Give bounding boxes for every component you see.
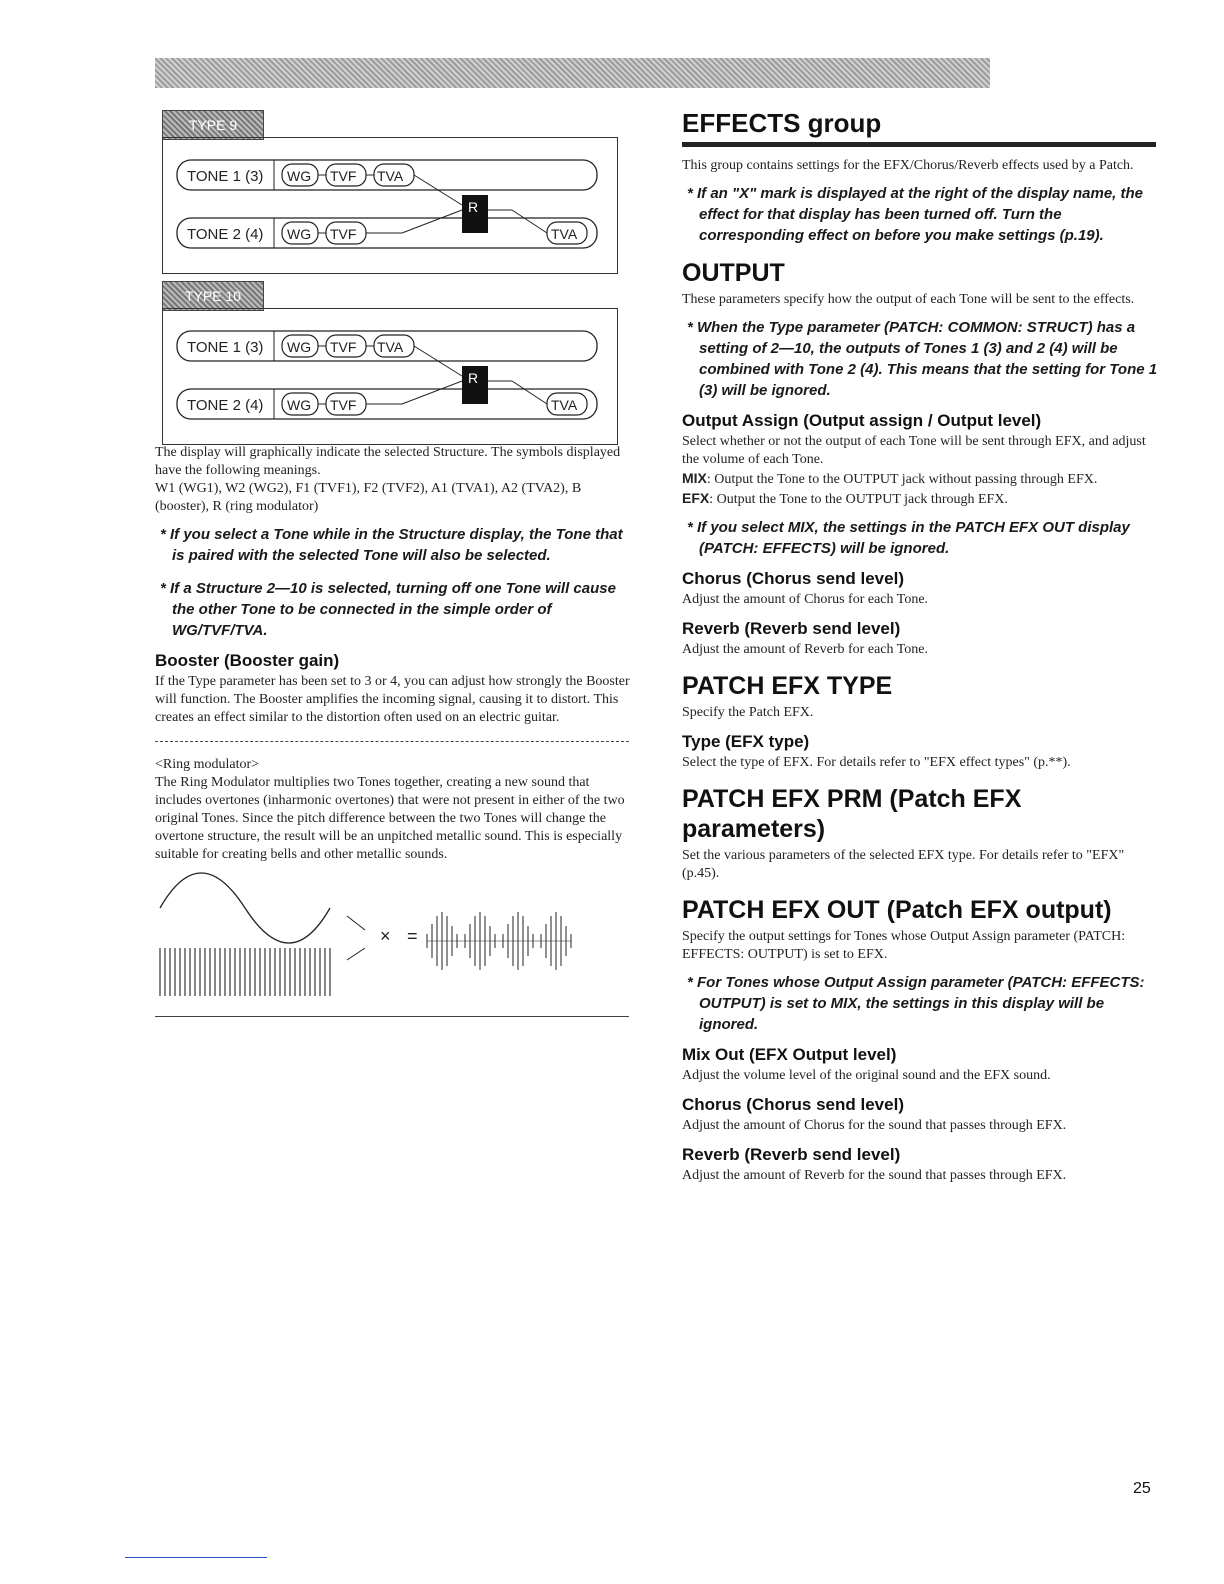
mix-option	[682, 469, 1160, 489]
ring-text: The Ring Modulator multiplies two Tones together, creating a new sound that includes overtones (inharmonic overtones) that were not present in either of the two original Tones. Since the pitch difference between the two Tones will change the overtone structure, the result will be an unpitched metallic sound. This is especially suitable for creating bells and other metallic sounds.	[155, 775, 625, 862]
type9-diagram	[162, 110, 618, 275]
type9-wg1: WG	[287, 168, 312, 184]
type10-tone1-label: TONE 1 (3)	[187, 339, 264, 356]
right-column	[682, 108, 1160, 1185]
left-column	[155, 110, 630, 1017]
type-text: Select the type of EFX. For details refer to "EFX effect types" (p.**).	[682, 755, 1071, 770]
header-band	[155, 58, 990, 88]
output-note: * When the Type parameter (PATCH: COMMON: STRUCT) has a setting of 2—10, the outputs of Tones 1 (3) and 2 (4) will be combined with Tone 2 (4). This means that the setting for Tone 1 (3) will be ignored.	[687, 319, 1158, 399]
display-description: The display will graphically indicate the selected Structure. The symbols displayed have the following meanings.	[155, 445, 621, 478]
mix-out-text: Adjust the volume level of the original sound and the EFX sound.	[682, 1068, 1051, 1083]
type10-tvf1: TVF	[330, 339, 357, 355]
type9-tone2-label: TONE 2 (4)	[187, 226, 264, 243]
symbols-description: W1 (WG1), W2 (WG2), F1 (TVF1), F2 (TVF2), A1 (TVA1), A2 (TVA2), B (booster), R (ring modulator)	[155, 481, 582, 514]
type10-wg1: WG	[287, 339, 312, 355]
patch-efx-type-heading: PATCH EFX TYPE	[682, 672, 893, 700]
equals-symbol: =	[407, 926, 418, 946]
reverb2-heading: Reverb (Reverb send level)	[682, 1145, 901, 1164]
output-assign-text: Select whether or not the output of each Tone will be sent through EFX, and adjust the volume of each Tone.	[682, 434, 1146, 467]
mix-out-heading: Mix Out (EFX Output level)	[682, 1045, 897, 1064]
patch-efx-prm-text: Set the various parameters of the selected EFX type. For details refer to "EFX" (p.45).	[682, 848, 1125, 881]
efx-text: : Output the Tone to the OUTPUT jack through EFX.	[709, 492, 1008, 507]
type10-wg2: WG	[287, 397, 312, 413]
type10-tva1: TVA	[377, 339, 404, 355]
type9-tvf1: TVF	[330, 168, 357, 184]
structure-note-2: * If a Structure 2—10 is selected, turning off one Tone will cause the other Tone to be connected in the simple order of WG/TVF/TVA.	[160, 580, 616, 639]
type10-label: TYPE 10	[162, 281, 264, 311]
type9-tva1: TVA	[377, 168, 404, 184]
ring-modulator-illustration	[155, 868, 630, 1008]
reverb-text: Adjust the amount of Reverb for each Tone.	[682, 642, 929, 657]
high-frequency-wave-graphic	[160, 948, 330, 996]
patch-efx-out-text: Specify the output settings for Tones whose Output Assign parameter (PATCH: EFFECTS: OUTPUT) is set to EFX.	[682, 929, 1126, 962]
type9-tone1-label: TONE 1 (3)	[187, 168, 264, 185]
type10-panel	[162, 281, 618, 456]
effects-group-rule	[682, 142, 1156, 147]
type9-wg2: WG	[287, 226, 312, 242]
type9-tva2: TVA	[551, 226, 578, 242]
ring-heading: <Ring modulator>	[155, 757, 260, 772]
output-text: These parameters specify how the output of each Tone will be sent to the effects.	[682, 292, 1135, 307]
efx-option	[682, 489, 1160, 509]
type9-ring: R	[468, 199, 479, 215]
chorus-heading: Chorus (Chorus send level)	[682, 569, 904, 588]
reverb-heading: Reverb (Reverb send level)	[682, 619, 901, 638]
patch-efx-out-heading: PATCH EFX OUT (Patch EFX output)	[682, 896, 1112, 924]
mix-label: MIX	[682, 470, 707, 486]
mix-text: : Output the Tone to the OUTPUT jack without passing through EFX.	[706, 472, 1098, 487]
booster-text: If the Type parameter has been set to 3 or 4, you can adjust how strongly the Booster will function. The Booster amplifies the incoming signal, causing it to distort. This creates an effect similar to the distortion often used on an electric guitar.	[155, 674, 630, 725]
chorus2-heading: Chorus (Chorus send level)	[682, 1095, 904, 1114]
type10-tone2-label: TONE 2 (4)	[187, 397, 264, 414]
type10-diagram	[162, 281, 618, 456]
booster-heading: Booster (Booster gain)	[155, 651, 340, 670]
effects-group-title: EFFECTS group	[682, 108, 882, 138]
effects-group-note: * If an "X" mark is displayed at the right of the display name, the effect for that display has been turned off. Turn the corresponding effect on before you make settings (p.19).	[687, 185, 1143, 244]
sine-wave-graphic	[160, 873, 330, 943]
type9-label: TYPE 9	[162, 110, 264, 140]
chorus-text: Adjust the amount of Chorus for each Tone.	[682, 592, 929, 607]
type9-panel	[162, 110, 618, 275]
type10-ring: R	[468, 370, 479, 386]
reverb2-text: Adjust the amount of Reverb for the sound that passes through EFX.	[682, 1168, 1067, 1183]
type9-tvf2: TVF	[330, 226, 357, 242]
ring-box-bottom-rule	[155, 1016, 629, 1017]
patch-efx-out-note: * For Tones whose Output Assign parameter (PATCH: EFFECTS: OUTPUT) is set to MIX, the settings in this display will be ignored.	[687, 974, 1145, 1033]
output-assign-heading: Output Assign (Output assign / Output level)	[682, 411, 1042, 430]
efx-label: EFX	[682, 490, 710, 506]
output-heading: OUTPUT	[682, 259, 785, 287]
type-heading: Type (EFX type)	[682, 732, 810, 751]
times-symbol: ×	[380, 926, 391, 946]
patch-efx-type-text: Specify the Patch EFX.	[682, 705, 814, 720]
bottom-link-underline[interactable]	[125, 1557, 267, 1558]
effects-group-intro: This group contains settings for the EFX/Chorus/Reverb effects used by a Patch.	[682, 158, 1134, 173]
patch-efx-prm-heading: PATCH EFX PRM (Patch EFX parameters)	[682, 785, 1022, 843]
modulated-wave-graphic	[427, 912, 571, 970]
page-number: 25	[1133, 1480, 1151, 1497]
type10-tva2: TVA	[551, 397, 578, 413]
type10-tvf2: TVF	[330, 397, 357, 413]
chorus2-text: Adjust the amount of Chorus for the sound that passes through EFX.	[682, 1118, 1067, 1133]
output-assign-note: * If you select MIX, the settings in the PATCH EFX OUT display (PATCH: EFFECTS) will be ignored.	[687, 519, 1130, 557]
structure-note-1: * If you select a Tone while in the Structure display, the Tone that is paired with the selected Tone will also be selected.	[160, 526, 623, 564]
ring-box-top-rule	[155, 741, 629, 742]
